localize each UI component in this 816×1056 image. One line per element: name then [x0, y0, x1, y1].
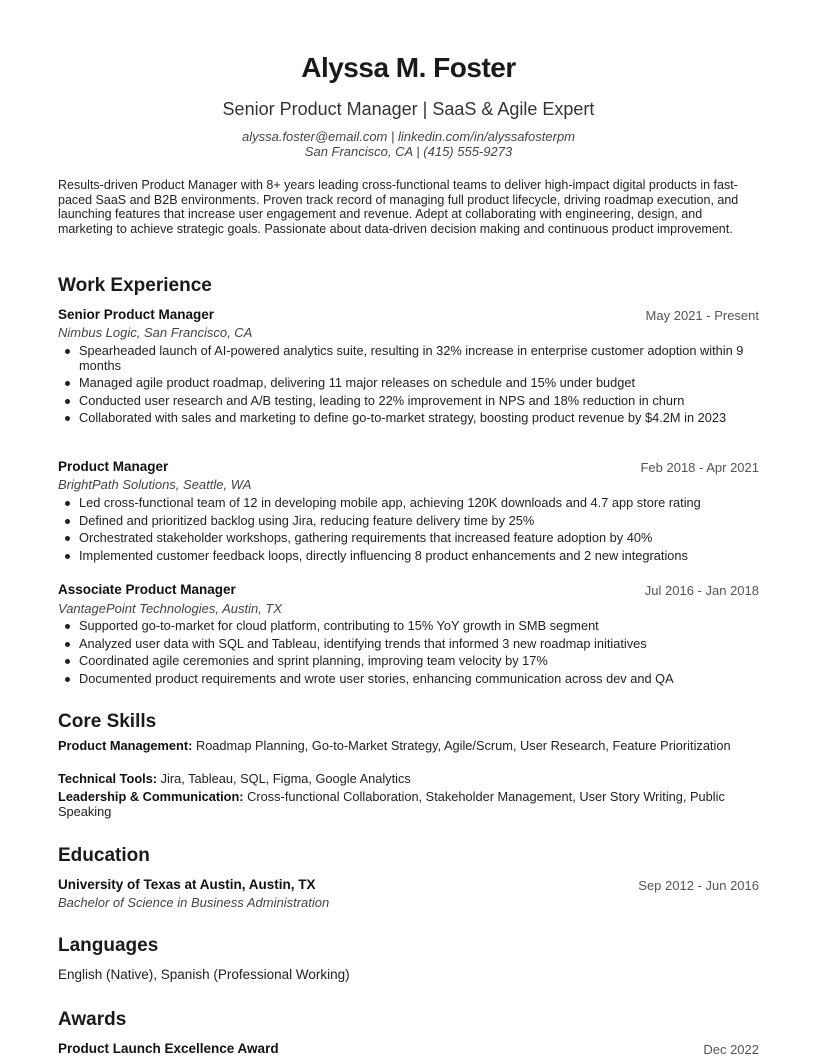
- job-bullet: Orchestrated stakeholder workshops, gathering requirements that increased feature adoption by 40%: [58, 531, 759, 546]
- job-bullet: Defined and prioritized backlog using Jira, reducing feature delivery time by 25%: [58, 514, 759, 529]
- school-name: University of Texas at Austin, Austin, TX: [58, 877, 316, 892]
- section-heading-skills: Core Skills: [58, 711, 157, 732]
- candidate-name: Alyssa M. Foster: [301, 52, 516, 83]
- job-bullets: [58, 344, 759, 429]
- skill-category: Leadership & Communication:: [58, 789, 244, 804]
- job-bullet: Collaborated with sales and marketing to define go-to-market strategy, boosting product revenue by $4.2M in 2023: [58, 411, 759, 426]
- candidate-headline: Senior Product Manager | SaaS & Agile Expert: [222, 99, 595, 119]
- job-title: Product Manager: [58, 459, 169, 474]
- section-heading-experience: Work Experience: [58, 275, 212, 296]
- education-dates: Sep 2012 - Jun 2016: [638, 878, 759, 893]
- job-bullet: Supported go-to-market for cloud platform, contributing to 15% YoY growth in SMB segment: [58, 619, 759, 634]
- job-title: Senior Product Manager: [58, 307, 215, 322]
- skill-category: Technical Tools:: [58, 771, 158, 786]
- skill-line: [58, 790, 759, 819]
- contact-line-email-linkedin: alyssa.foster@email.com | linkedin.com/in/alyssafosterpm: [241, 129, 576, 144]
- section-heading-education: Education: [58, 845, 150, 866]
- section-heading-languages: Languages: [58, 935, 159, 956]
- job-bullet: Spearheaded launch of AI-powered analytics suite, resulting in 32% increase in enterprise customer adoption within 9 months: [58, 344, 759, 373]
- contact-line-location-phone: San Francisco, CA | (415) 555-9273: [304, 144, 513, 159]
- professional-summary: Results-driven Product Manager with 8+ years leading cross-functional teams to deliver high-impact digital products in fast-paced SaaS and B2B environments. Proven track record of managing full product lifecycle, driving roadmap execution, and launching features that increase user engagement and revenue. Adept at collaborating with engineering, design, and marketing to achieve strategic goals. Passionate about data-driven decision making and continuous product improvement.: [58, 178, 739, 236]
- skill-values: Cross-functional Collaboration, Stakeholder Management, User Story Writing, Public Speaking: [58, 789, 725, 819]
- job-company: VantagePoint Technologies, Austin, TX: [58, 601, 283, 616]
- skill-values: Roadmap Planning, Go-to-Market Strategy, Agile/Scrum, User Research, Feature Prioritization: [195, 738, 731, 753]
- job-dates: Jul 2016 - Jan 2018: [644, 583, 759, 598]
- job-bullets: [58, 619, 759, 689]
- degree: Bachelor of Science in Business Administration: [58, 895, 330, 910]
- job-dates: Feb 2018 - Apr 2021: [640, 460, 759, 475]
- job-company: Nimbus Logic, San Francisco, CA: [58, 325, 253, 340]
- job-title: Associate Product Manager: [58, 582, 236, 597]
- job-bullet: Coordinated agile ceremonies and sprint planning, improving team velocity by 17%: [58, 654, 759, 669]
- skill-values: Jira, Tableau, SQL, Figma, Google Analytics: [160, 771, 411, 786]
- job-bullet: Managed agile product roadmap, delivering 11 major releases on schedule and 15% under budget: [58, 376, 759, 391]
- job-bullet: Implemented customer feedback loops, directly influencing 8 product enhancements and 2 new integrations: [58, 549, 759, 564]
- job-dates: May 2021 - Present: [645, 308, 759, 323]
- job-bullet: Documented product requirements and wrote user stories, enhancing communication across dev and QA: [58, 672, 759, 687]
- award-date: Dec 2022: [703, 1042, 759, 1056]
- job-bullets: [58, 496, 759, 566]
- award-title: Product Launch Excellence Award: [58, 1041, 279, 1056]
- skill-category: Product Management:: [58, 738, 193, 753]
- skill-line: [58, 739, 759, 754]
- skill-line: [58, 772, 759, 787]
- job-bullet: Conducted user research and A/B testing, leading to 22% improvement in NPS and 18% reduction in churn: [58, 394, 759, 409]
- section-heading-awards: Awards: [58, 1009, 127, 1030]
- job-bullet: Led cross-functional team of 12 in developing mobile app, achieving 120K downloads and 4.7 app store rating: [58, 496, 759, 511]
- languages-text: English (Native), Spanish (Professional Working): [58, 967, 350, 982]
- job-company: BrightPath Solutions, Seattle, WA: [58, 477, 252, 492]
- job-bullet: Analyzed user data with SQL and Tableau, identifying trends that informed 3 new roadmap initiatives: [58, 637, 759, 652]
